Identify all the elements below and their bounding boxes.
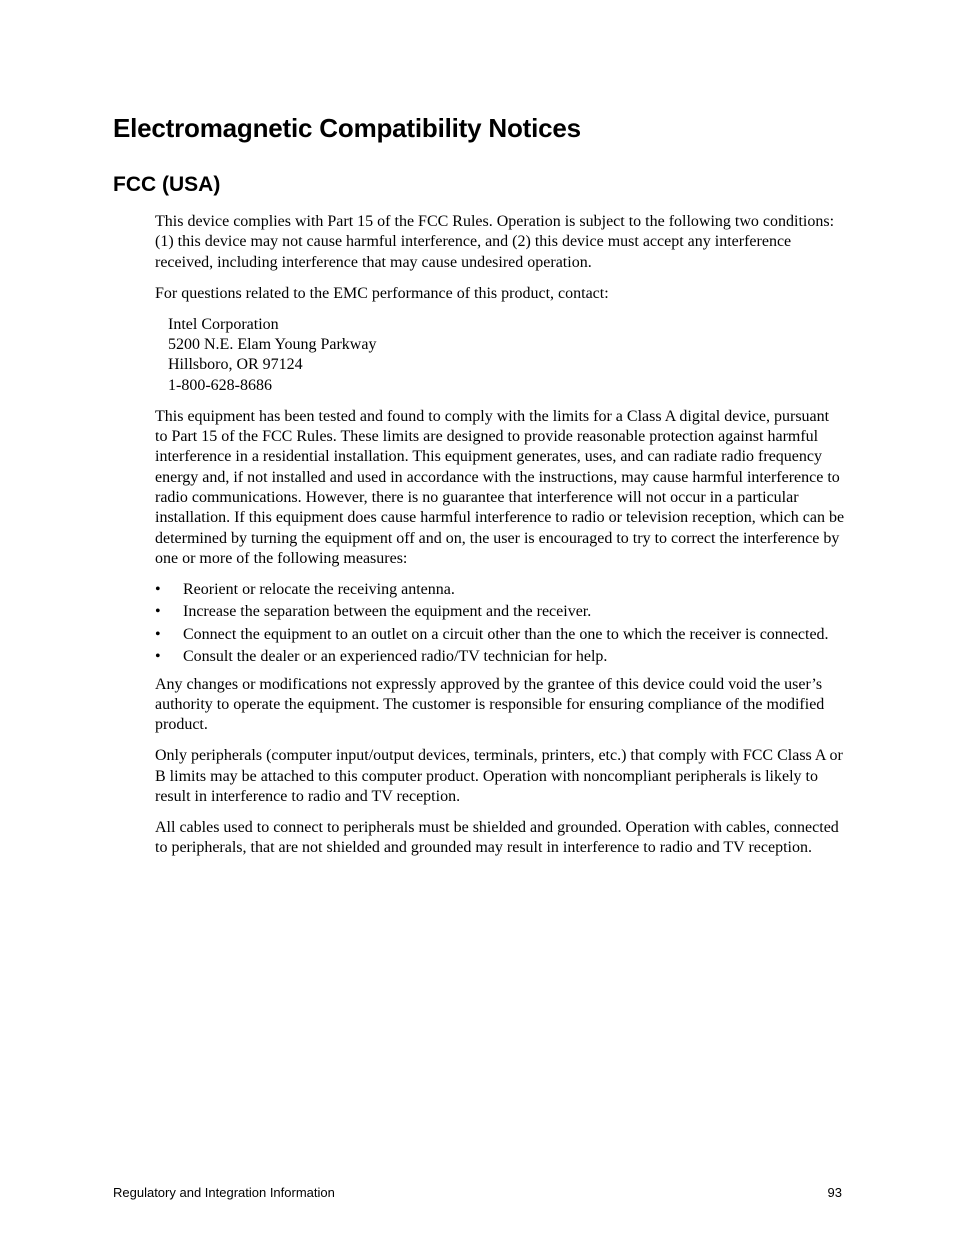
bullet-icon: • [155, 648, 161, 666]
measures-list [155, 580, 845, 668]
bullet-icon: • [155, 580, 161, 598]
list-item [155, 602, 845, 622]
compliance-paragraph: This device complies with Part 15 of the FCC Rules. Operation is subject to the following two conditions: (1) this device may not cause harmful interference, and (2) this device must accept any interference received, including interference that may cause undesired operation. [155, 213, 835, 271]
peripherals-paragraph: Only peripherals (computer input/output devices, terminals, printers, etc.) that comply with FCC Class A or B limits may be attached to this computer product. Operation with noncompliant peripherals is likely to result in interference to radio and TV reception. [155, 747, 843, 805]
list-item-text: Increase the separation between the equipment and the receiver. [183, 603, 592, 621]
list-item-text: Consult the dealer or an experienced radio/TV technician for help. [183, 648, 608, 666]
address-company: Intel Corporation [168, 315, 279, 333]
bullet-icon: • [155, 625, 161, 643]
address-city: Hillsboro, OR 97124 [168, 356, 303, 374]
list-item-text: Reorient or relocate the receiving antenna. [183, 580, 455, 598]
section-title: FCC (USA) [113, 173, 221, 196]
address-phone: 1-800-628-8686 [168, 376, 272, 394]
class-a-paragraph: This equipment has been tested and found to comply with the limits for a Class A digital device, pursuant to Part 15 of the FCC Rules. These limits are designed to provide reasonable protection against harmful interference in a residential installation. This equipment generates, uses, and can radiate radio frequency energy and, if not installed and used in accordance with the instructions, may cause harmful interference to radio communications. However, there is no guarantee that interference will not occur in a particular installation. If this equipment does cause harmful interference to radio or television reception, which can be determined by turning the equipment off and on, the user is encouraged to try to correct the interference by one or more of the following measures: [155, 407, 845, 567]
modifications-paragraph: Any changes or modifications not expressly approved by the grantee of this device could void the user’s authority to operate the equipment. The customer is responsible for ensuring compliance of the modified product. [155, 675, 825, 734]
list-item [155, 580, 845, 600]
address-street: 5200 N.E. Elam Young Parkway [168, 336, 377, 354]
list-item [155, 647, 845, 667]
page-title: Electromagnetic Compatibility Notices [113, 113, 581, 143]
footer-page-number: 93 [827, 1185, 842, 1200]
list-item-text: Connect the equipment to an outlet on a circuit other than the one to which the receiver is connected. [183, 625, 829, 643]
document-body [155, 212, 845, 869]
footer-document-title: Regulatory and Integration Information [113, 1185, 335, 1200]
contact-address [168, 315, 845, 396]
cables-paragraph: All cables used to connect to peripherals must be shielded and grounded. Operation with cables, connected to peripherals, that are not shielded and grounded may result in interference to radio and TV reception. [155, 819, 839, 857]
bullet-icon: • [155, 603, 161, 621]
contact-intro-paragraph: For questions related to the EMC performance of this product, contact: [155, 284, 609, 302]
list-item [155, 625, 845, 645]
